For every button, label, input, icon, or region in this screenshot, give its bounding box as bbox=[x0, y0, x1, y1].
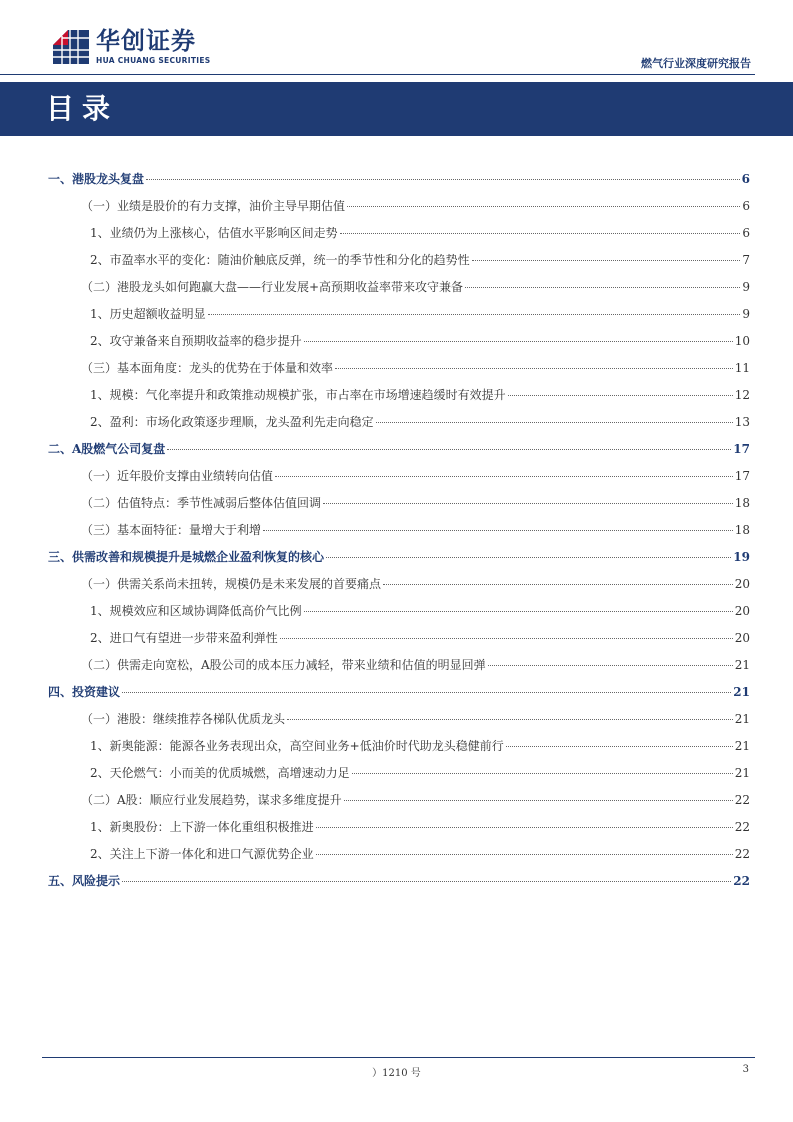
toc-entry-label: 2、攻守兼备来自预期收益率的稳步提升 bbox=[90, 334, 302, 348]
toc-entry-label: 1、规模效应和区域协调降低高价气比例 bbox=[90, 604, 302, 618]
toc-entry-label: 2、天伦燃气：小而美的优质城燃，高增速动力足 bbox=[90, 766, 350, 780]
toc-entry[interactable] bbox=[48, 301, 750, 328]
toc-entry-page: 21 bbox=[734, 739, 750, 753]
toc-entry[interactable] bbox=[48, 814, 750, 841]
toc-entry[interactable] bbox=[48, 490, 750, 517]
toc-dot-leader bbox=[316, 854, 733, 855]
toc-entry-page: 22 bbox=[734, 847, 750, 861]
toc-dot-leader bbox=[383, 584, 733, 585]
toc-entry-label: （二）供需走向宽松，A股公司的成本压力减轻，带来业绩和估值的明显回弹 bbox=[81, 658, 486, 672]
toc-entry[interactable] bbox=[48, 274, 750, 301]
toc-entry-page: 20 bbox=[734, 604, 750, 618]
toc-entry-label: （一）供需关系尚未扭转，规模仍是未来发展的首要痛点 bbox=[81, 577, 382, 591]
logo-english-name: HUA CHUANG SECURITIES bbox=[96, 56, 211, 65]
toc-dot-leader bbox=[335, 368, 733, 369]
toc-dot-leader bbox=[280, 638, 733, 639]
toc-entry-label: 2、关注上下游一体化和进口气源优势企业 bbox=[90, 847, 314, 861]
toc-entry[interactable] bbox=[48, 247, 750, 274]
toc-entry-page: 10 bbox=[734, 334, 750, 348]
page-header bbox=[0, 0, 793, 80]
toc-entry[interactable] bbox=[48, 868, 750, 895]
toc-dot-leader bbox=[506, 746, 733, 747]
toc-entry[interactable] bbox=[48, 571, 750, 598]
toc-entry[interactable] bbox=[48, 841, 750, 868]
toc-entry-label: 1、新奥股份：上下游一体化重组积极推进 bbox=[90, 820, 314, 834]
toc-entry-page: 17 bbox=[734, 469, 750, 483]
toc-entry[interactable] bbox=[48, 625, 750, 652]
toc-entry-page: 12 bbox=[734, 388, 750, 402]
toc-entry-page: 20 bbox=[734, 577, 750, 591]
toc-entry[interactable] bbox=[48, 652, 750, 679]
toc-entry[interactable] bbox=[48, 760, 750, 787]
toc-dot-leader bbox=[122, 881, 731, 882]
toc-entry[interactable] bbox=[48, 706, 750, 733]
toc-entry[interactable] bbox=[48, 220, 750, 247]
toc-entry-label: 2、市盈率水平的变化：随油价触底反弹，统一的季节性和分化的趋势性 bbox=[90, 253, 470, 267]
toc-entry[interactable] bbox=[48, 517, 750, 544]
toc-entry-page: 9 bbox=[742, 307, 750, 321]
footer-divider bbox=[42, 1057, 755, 1058]
toc-entry-label: 1、业绩仍为上涨核心，估值水平影响区间走势 bbox=[90, 226, 338, 240]
toc-entry-label: 三、供需改善和规模提升是城燃企业盈利恢复的核心 bbox=[48, 550, 325, 564]
toc-dot-leader bbox=[122, 692, 731, 693]
toc-entry-page: 21 bbox=[734, 766, 750, 780]
toc-entry[interactable] bbox=[48, 436, 750, 463]
toc-entry-page: 17 bbox=[733, 442, 750, 456]
toc-entry[interactable] bbox=[48, 679, 750, 706]
toc-entry[interactable] bbox=[48, 409, 750, 436]
table-of-contents bbox=[48, 166, 750, 895]
toc-entry-page: 20 bbox=[734, 631, 750, 645]
toc-entry[interactable] bbox=[48, 166, 750, 193]
toc-dot-leader bbox=[488, 665, 733, 666]
toc-dot-leader bbox=[326, 557, 731, 558]
toc-dot-leader bbox=[323, 503, 733, 504]
company-logo-icon bbox=[50, 28, 90, 66]
footer-center-text: ）1210 号 bbox=[372, 1068, 421, 1079]
toc-dot-leader bbox=[146, 179, 740, 180]
toc-entry[interactable] bbox=[48, 463, 750, 490]
toc-dot-leader bbox=[304, 341, 733, 342]
toc-dot-leader bbox=[263, 530, 733, 531]
logo-chinese-name: 华创证券 bbox=[96, 27, 196, 55]
toc-entry[interactable] bbox=[48, 544, 750, 571]
toc-entry-label: （二）港股龙头如何跑赢大盘——行业发展+高预期收益率带来攻守兼备 bbox=[81, 280, 464, 294]
toc-entry-page: 6 bbox=[742, 199, 750, 213]
toc-entry-page: 22 bbox=[733, 874, 750, 888]
toc-entry-label: （一）港股：继续推荐各梯队优质龙头 bbox=[81, 712, 286, 726]
toc-entry-page: 19 bbox=[733, 550, 750, 564]
toc-dot-leader bbox=[167, 449, 731, 450]
toc-entry[interactable] bbox=[48, 355, 750, 382]
header-divider bbox=[0, 74, 755, 75]
title-band bbox=[0, 82, 793, 136]
toc-dot-leader bbox=[465, 287, 740, 288]
toc-entry-page: 6 bbox=[741, 172, 750, 186]
toc-dot-leader bbox=[508, 395, 733, 396]
toc-entry-label: 2、盈利：市场化政策逐步理顺，龙头盈利先走向稳定 bbox=[90, 415, 374, 429]
toc-entry-label: 2、进口气有望进一步带来盈利弹性 bbox=[90, 631, 278, 645]
toc-entry-page: 18 bbox=[734, 523, 750, 537]
toc-entry-page: 21 bbox=[734, 712, 750, 726]
toc-dot-leader bbox=[472, 260, 741, 261]
toc-entry-page: 11 bbox=[734, 361, 750, 375]
toc-entry-page: 7 bbox=[742, 253, 750, 267]
toc-entry-label: （二）估值特点：季节性减弱后整体估值回调 bbox=[81, 496, 322, 510]
toc-entry[interactable] bbox=[48, 382, 750, 409]
toc-dot-leader bbox=[340, 233, 741, 234]
toc-entry-page: 13 bbox=[734, 415, 750, 429]
toc-entry-page: 22 bbox=[734, 793, 750, 807]
toc-entry-page: 22 bbox=[734, 820, 750, 834]
toc-dot-leader bbox=[304, 611, 733, 612]
toc-entry-page: 21 bbox=[734, 658, 750, 672]
toc-entry[interactable] bbox=[48, 787, 750, 814]
toc-entry[interactable] bbox=[48, 193, 750, 220]
toc-entry-page: 18 bbox=[734, 496, 750, 510]
page-number: 3 bbox=[742, 1064, 749, 1075]
toc-entry-label: 1、规模：气化率提升和政策推动规模扩张，市占率在市场增速趋缓时有效提升 bbox=[90, 388, 506, 402]
toc-entry-label: 二、A股燃气公司复盘 bbox=[48, 442, 166, 456]
toc-dot-leader bbox=[275, 476, 733, 477]
toc-entry[interactable] bbox=[48, 598, 750, 625]
toc-entry-page: 9 bbox=[742, 280, 750, 294]
toc-entry-page: 21 bbox=[733, 685, 750, 699]
toc-dot-leader bbox=[347, 206, 740, 207]
toc-entry-page: 6 bbox=[742, 226, 750, 240]
toc-dot-leader bbox=[344, 800, 733, 801]
toc-entry-label: （二）A股：顺应行业发展趋势，谋求多维度提升 bbox=[81, 793, 342, 807]
toc-entry[interactable] bbox=[48, 328, 750, 355]
toc-entry-label: （三）基本面特征：量增大于利增 bbox=[81, 523, 262, 537]
toc-entry-label: 1、历史超额收益明显 bbox=[90, 307, 206, 321]
toc-entry[interactable] bbox=[48, 733, 750, 760]
toc-entry-label: 1、新奥能源：能源各业务表现出众，高空间业务+低油价时代助龙头稳健前行 bbox=[90, 739, 504, 753]
toc-entry-label: 一、港股龙头复盘 bbox=[48, 172, 145, 186]
toc-entry-label: （一）业绩是股价的有力支撑，油价主导早期估值 bbox=[81, 199, 346, 213]
toc-dot-leader bbox=[352, 773, 733, 774]
toc-entry-label: 五、风险提示 bbox=[48, 874, 121, 888]
toc-dot-leader bbox=[376, 422, 733, 423]
toc-dot-leader bbox=[208, 314, 741, 315]
toc-entry-label: （三）基本面角度：龙头的优势在于体量和效率 bbox=[81, 361, 334, 375]
toc-entry-label: （一）近年股价支撑由业绩转向估值 bbox=[81, 469, 274, 483]
report-name: 燃气行业深度研究报告 bbox=[641, 57, 751, 70]
page-title: 目录 bbox=[46, 92, 119, 125]
toc-dot-leader bbox=[316, 827, 733, 828]
toc-entry-label: 四、投资建议 bbox=[48, 685, 121, 699]
toc-dot-leader bbox=[287, 719, 733, 720]
